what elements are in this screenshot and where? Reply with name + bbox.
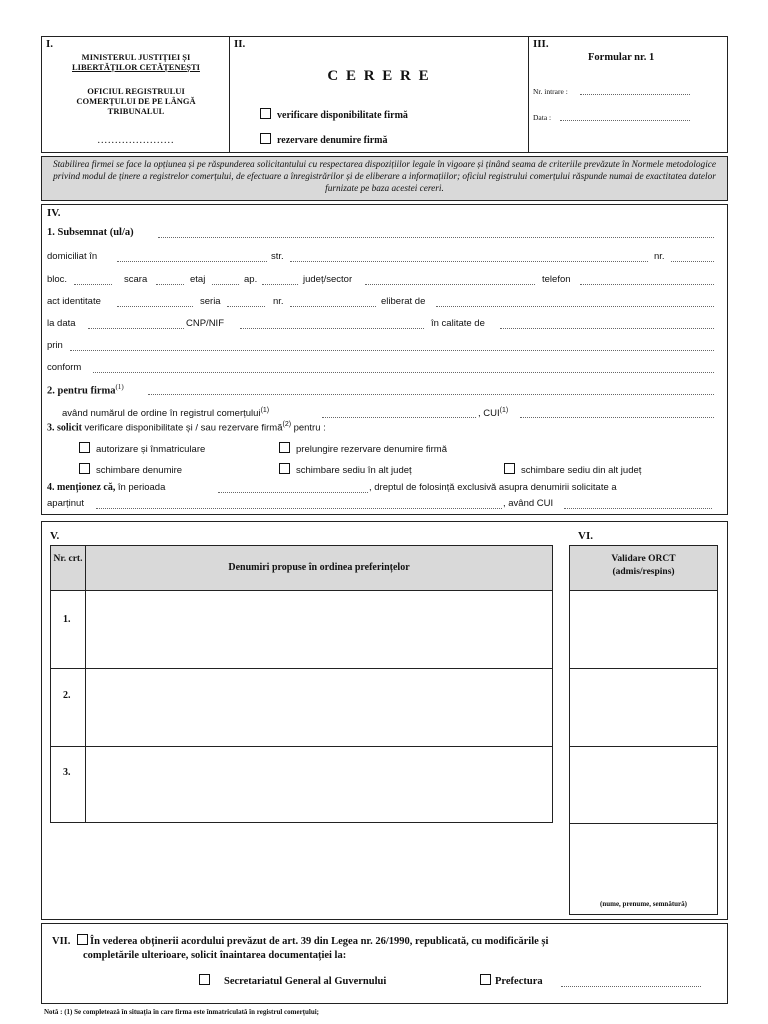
entry-no-field[interactable]	[580, 94, 690, 95]
validation-table	[569, 545, 718, 915]
form-title: C E R E R E	[327, 68, 431, 84]
option-hq-to-county[interactable]	[279, 463, 412, 476]
name-field[interactable]	[158, 237, 714, 238]
row-number: 2.	[63, 690, 71, 701]
col-names-header: Denumiri propuse în ordinea preferințelor	[228, 562, 410, 573]
company-label	[47, 383, 124, 397]
section-label-5: V.	[50, 530, 60, 542]
option-authorization[interactable]	[79, 442, 205, 455]
section-label-7: VII.	[52, 936, 71, 947]
checkbox-extension[interactable]	[279, 442, 290, 453]
option-reserve-label: rezervare denumire firmă	[277, 135, 388, 146]
footnote-ref: (2)	[282, 421, 292, 428]
mention-row	[47, 482, 165, 493]
prefecture-field[interactable]	[561, 986, 701, 987]
ministry-line: LIBERTĂȚILOR CETĂȚENEȘTI	[72, 62, 200, 72]
apartment-label: ap.	[244, 274, 258, 285]
validation-title-line: (admis/respins)	[612, 567, 675, 577]
option-reserve[interactable]	[260, 133, 388, 146]
belonged-field[interactable]	[96, 508, 502, 509]
office-line: OFICIUL REGISTRULUI	[87, 86, 185, 96]
option-name-change[interactable]	[79, 463, 182, 476]
office-line: TRIBUNALUL	[107, 106, 165, 116]
stair-label: scara	[124, 274, 148, 285]
section-label-4: IV.	[47, 207, 61, 219]
company-field[interactable]	[148, 394, 714, 395]
checkbox-secretariat[interactable]	[199, 974, 210, 985]
mention-label: 4. menționez că,	[47, 482, 116, 493]
checkbox-prefecture[interactable]	[480, 974, 491, 985]
row-number: 3.	[63, 767, 71, 778]
county-field[interactable]	[365, 284, 535, 285]
option-label: autorizare și înmatriculare	[96, 444, 206, 455]
county-label: județ/sector	[303, 274, 353, 285]
id-number-label: nr.	[273, 296, 284, 307]
according-label: conform	[47, 362, 82, 373]
option-extension[interactable]	[279, 442, 447, 455]
issued-by-field[interactable]	[436, 306, 714, 307]
entry-no-label: Nr. intrare :	[533, 87, 568, 96]
footnote-ref: (1)	[260, 407, 270, 414]
floor-label: etaj	[190, 274, 206, 285]
domicile-field[interactable]	[117, 261, 267, 262]
option-label: schimbare sediu în alt județ	[296, 465, 412, 476]
capacity-field[interactable]	[500, 328, 714, 329]
checkbox-hq-to-county[interactable]	[279, 463, 290, 474]
belonged-cui-field[interactable]	[564, 508, 712, 509]
option-secretariat[interactable]	[199, 974, 386, 987]
name-input-1[interactable]	[86, 591, 552, 668]
divider	[528, 36, 529, 153]
name-input-3[interactable]	[86, 747, 552, 823]
footnote-ref: (1)	[115, 383, 124, 391]
option-label: schimbare denumire	[96, 465, 183, 476]
issue-date-label: la data	[47, 318, 76, 329]
number-label: nr.	[654, 251, 665, 262]
signature-label: (nume, prenume, semnătură)	[600, 900, 687, 908]
option-label: Secretariatul General al Guvernului	[224, 976, 387, 987]
period-field[interactable]	[218, 492, 368, 493]
cui-label: , CUI$^{(1)}$	[478, 407, 509, 420]
series-label: seria	[200, 296, 221, 307]
checkbox-name-change[interactable]	[79, 463, 90, 474]
notice-text: Stabilirea firmei se face la opțiunea și pe răspunderea solicitantului cu respectarea dispozițiilor legale în vigoare și ținând seama de criteriile prevăzute în Normele metodologice privind modul de ținere a registrelor comerțului, de efectuare a înregistrărilor și de eliberare a informațiilor; oficiul registrului comerțului răspunde numai de exactitatea datelor furnizate pe baza acestei cereri.	[52, 160, 717, 194]
through-label: prin	[47, 340, 63, 351]
floor-field[interactable]	[212, 284, 239, 285]
number-field[interactable]	[671, 261, 714, 262]
office-line: COMERȚULUI DE PE LÂNGĂ	[76, 96, 196, 106]
divider	[229, 36, 230, 153]
belonged-cui-label: , având CUI	[503, 498, 554, 509]
phone-field[interactable]	[580, 284, 714, 285]
name-input-2[interactable]	[86, 669, 552, 746]
checkbox-authorization[interactable]	[79, 442, 90, 453]
cnp-label: CNP/NIF	[186, 318, 224, 329]
capacity-label: în calitate de	[431, 318, 485, 329]
ministry-name	[46, 52, 226, 72]
agreement-text-2: completările ulterioare, solicit înaintarea documentației la:	[83, 950, 347, 961]
date-label: Data :	[533, 113, 552, 122]
cui-field[interactable]	[520, 417, 714, 418]
option-verify-label: verificare disponibilitate firmă	[277, 110, 408, 121]
office-name	[46, 86, 226, 116]
solicit-label: 3. solicit	[47, 422, 82, 434]
solicit-for: pentru :	[293, 422, 326, 434]
phone-label: telefon	[542, 274, 571, 285]
according-field[interactable]	[93, 372, 714, 373]
validation-title-line: Validare ORCT	[611, 554, 676, 564]
mention-text: în perioada	[117, 482, 166, 493]
divider	[569, 746, 718, 747]
section-label-6: VI.	[578, 530, 593, 542]
series-field[interactable]	[227, 306, 265, 307]
validation-title	[570, 553, 717, 579]
reg-number-field[interactable]	[322, 417, 476, 418]
section-7-row	[52, 934, 548, 947]
option-hq-from-county[interactable]	[504, 463, 641, 476]
issued-by-label: eliberat de	[381, 296, 426, 307]
cui-text: CUI	[483, 408, 500, 420]
block-field[interactable]	[74, 284, 112, 285]
issue-date-field[interactable]	[88, 328, 184, 329]
tribunal-field[interactable]: ......................	[97, 135, 175, 146]
option-verify[interactable]	[260, 108, 408, 121]
id-number-field[interactable]	[290, 306, 376, 307]
checkbox-verify[interactable]	[260, 108, 271, 119]
option-prefecture[interactable]	[480, 974, 543, 987]
footer-note: Notă : (1) Se completează în situația în care firma este înmatriculată în registrul comerțului;	[44, 1008, 320, 1016]
street-label: str.	[271, 251, 284, 262]
block-label: bloc.	[47, 274, 68, 285]
section-label-3: III.	[533, 38, 549, 50]
ministry-line: MINISTERUL JUSTIȚIEI ȘI	[81, 52, 191, 62]
option-label: Prefectura	[495, 976, 543, 987]
option-label: prelungire rezervare denumire firmă	[296, 444, 448, 455]
subsemnat-label: 1. Subsemnat (ul/a)	[47, 227, 134, 238]
checkbox-agreement[interactable]	[77, 934, 88, 945]
cnp-field[interactable]	[240, 328, 424, 329]
rights-text: , dreptul de folosință exclusivă asupra denumirii solicitate a	[369, 482, 617, 493]
belonged-label: aparținut	[47, 498, 84, 509]
domicile-label: domiciliat în	[47, 251, 98, 262]
agreement-text: În vederea obținerii acordului prevăzut de art. 39 din Legea nr. 26/1990, republicată, cu modificările și	[90, 936, 549, 947]
stair-field[interactable]	[156, 284, 184, 285]
section-label-2: II.	[234, 38, 246, 50]
solicit-text: verificare disponibilitate și / sau rezervare firmă	[84, 422, 283, 434]
divider	[569, 590, 718, 591]
apartment-field[interactable]	[262, 284, 298, 285]
option-label: schimbare sediu din alt județ	[521, 465, 642, 476]
footnote-ref: (1)	[499, 407, 509, 414]
id-doc-field[interactable]	[117, 306, 193, 307]
form-number: Formular nr. 1	[588, 52, 655, 63]
divider	[569, 668, 718, 669]
reg-number-label	[62, 407, 269, 419]
id-doc-label: act identitate	[47, 296, 101, 307]
date-field[interactable]	[560, 120, 690, 121]
section-label-1: I.	[46, 38, 54, 50]
divider	[569, 823, 718, 824]
through-field[interactable]	[70, 350, 714, 351]
checkbox-hq-from-county[interactable]	[504, 463, 515, 474]
col-nr-header: Nr. crt.	[53, 554, 83, 564]
reg-number-text: având numărul de ordine în registrul comerțului	[62, 408, 261, 420]
checkbox-reserve[interactable]	[260, 133, 271, 144]
company-label-text: 2. pentru firma	[47, 385, 116, 397]
solicit-row	[47, 421, 326, 433]
row-number: 1.	[63, 614, 71, 625]
street-field[interactable]	[290, 261, 648, 262]
